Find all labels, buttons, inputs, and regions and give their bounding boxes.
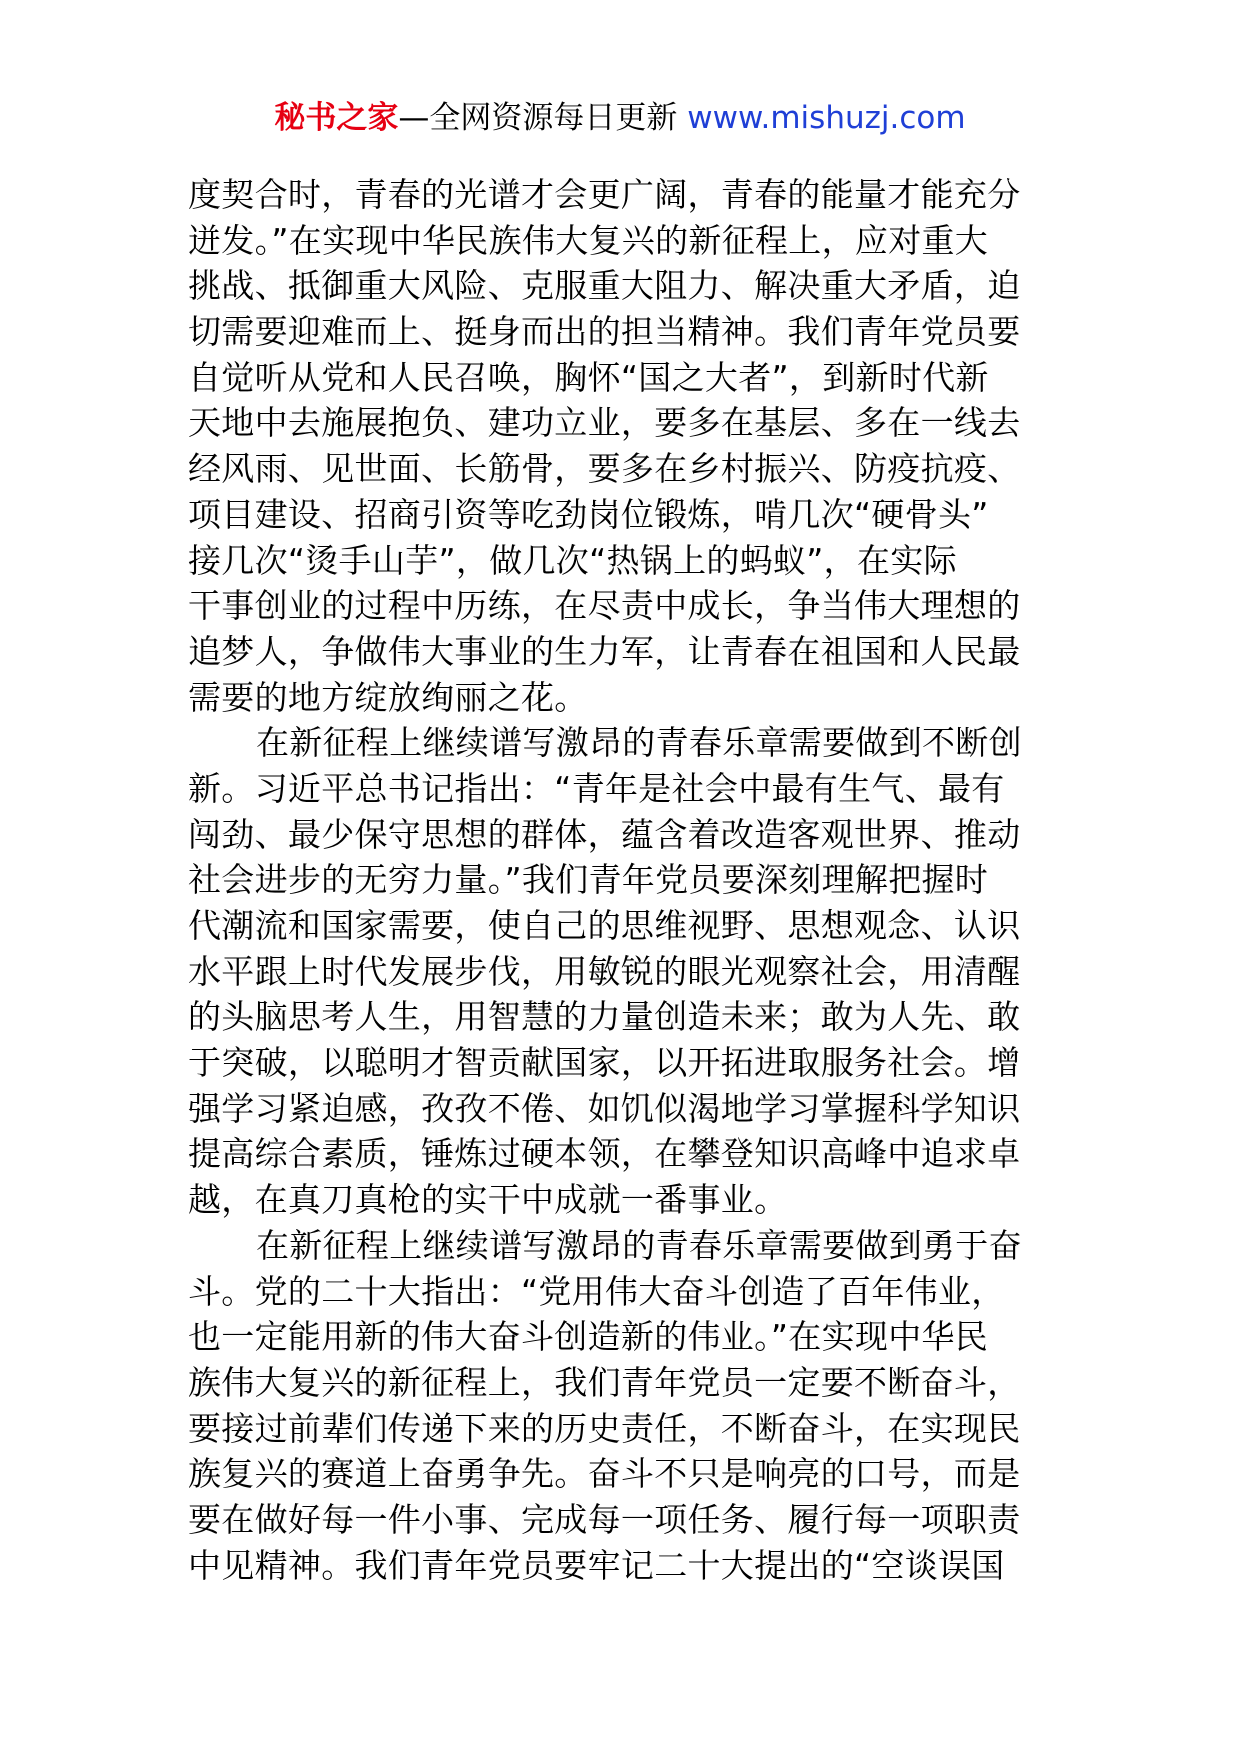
text-line: 自觉听从党和人民召唤，胸怀“国之大者”，到新时代新 bbox=[188, 357, 989, 397]
text-line: 水平跟上时代发展步伐，用敏锐的眼光观察社会，用清醒 bbox=[188, 951, 1021, 991]
text-line: 追梦人，争做伟大事业的生力军，让青春在祖国和人民最 bbox=[188, 631, 1021, 671]
text-line: 代潮流和国家需要，使自己的思维视野、思想观念、认识 bbox=[188, 906, 1021, 945]
text-line: 切需要迎难而上、挺身而出的担当精神。我们青年党员要 bbox=[188, 312, 1021, 352]
text-line: 提高综合素质，锤炼过硬本领，在攀登知识高峰中追求卓 bbox=[188, 1134, 1021, 1174]
text-line: 的头脑思考人生，用智慧的力量创造未来；敢为人先、敢 bbox=[188, 997, 1021, 1037]
text-line: 在新征程上继续谱写激昂的青春乐章需要做到勇于奋 bbox=[256, 1225, 1022, 1265]
text-line: 越，在真刀真枪的实干中成就一番事业。 bbox=[188, 1180, 788, 1220]
text-line: 社会进步的无穷力量。”我们青年党员要深刻理解把握时 bbox=[188, 860, 989, 900]
text-line: 要在做好每一件小事、完成每一项任务、履行每一项职责 bbox=[188, 1499, 1021, 1539]
text-line: 斗。党的二十大指出：“党用伟大奋斗创造了百年伟业， bbox=[188, 1271, 1005, 1311]
text-line: 在新征程上继续谱写激昂的青春乐章需要做到不断创 bbox=[256, 723, 1022, 763]
text-line: 族伟大复兴的新征程上，我们青年党员一定要不断奋斗， bbox=[188, 1362, 1021, 1402]
header-tagline: —全网资源每日更新 bbox=[398, 100, 678, 136]
text-line: 度契合时，青春的光谱才会更广阔，青春的能量才能充分 bbox=[188, 175, 1021, 214]
text-line: 干事创业的过程中历练，在尽责中成长，争当伟大理想的 bbox=[188, 586, 1021, 626]
text-line: 新。习近平总书记指出：“青年是社会中最有生气、最有 bbox=[188, 768, 1005, 808]
text-line: 要接过前辈们传递下来的历史责任，不断奋斗，在实现民 bbox=[188, 1408, 1021, 1448]
paragraph bbox=[188, 1223, 1058, 1589]
text-line: 挑战、抵御重大风险、克服重大阻力、解决重大矛盾，迫 bbox=[188, 266, 1021, 306]
text-line: 迸发。”在实现中华民族伟大复兴的新征程上，应对重大 bbox=[188, 220, 989, 260]
text-line: 于突破，以聪明才智贡献国家，以开拓进取服务社会。增 bbox=[188, 1043, 1021, 1083]
site-url-link[interactable]: www.mishuzj.com bbox=[687, 100, 966, 136]
paragraph bbox=[188, 720, 1058, 1223]
text-line: 闯劲、最少保守思想的群体，蕴含着改造客观世界、推动 bbox=[188, 814, 1021, 854]
text-line: 族复兴的赛道上奋勇争先。奋斗不只是响亮的口号，而是 bbox=[188, 1454, 1021, 1494]
text-line: 项目建设、招商引资等吃劲岗位锻炼，啃几次“硬骨头” bbox=[188, 494, 989, 534]
paragraph bbox=[188, 172, 1058, 720]
text-line: 强学习紧迫感，孜孜不倦、如饥似渴地学习掌握科学知识 bbox=[188, 1088, 1021, 1128]
text-line: 也一定能用新的伟大奋斗创造新的伟业。”在实现中华民 bbox=[188, 1317, 989, 1357]
text-line: 经风雨、见世面、长筋骨，要多在乡村振兴、防疫抗疫、 bbox=[188, 449, 1021, 489]
brand-name: 秘书之家 bbox=[274, 100, 399, 136]
text-line: 中见精神。我们青年党员要牢记二十大提出的“空谈误国 bbox=[188, 1545, 1005, 1585]
document-body bbox=[188, 172, 1058, 1588]
text-line: 接几次“烫手山芋”，做几次“热锅上的蚂蚁”，在实际 bbox=[188, 540, 957, 580]
text-line: 需要的地方绽放绚丽之花。 bbox=[188, 677, 588, 717]
text-line: 天地中去施展抱负、建功立业，要多在基层、多在一线去 bbox=[188, 403, 1021, 443]
site-header bbox=[0, 98, 1240, 138]
